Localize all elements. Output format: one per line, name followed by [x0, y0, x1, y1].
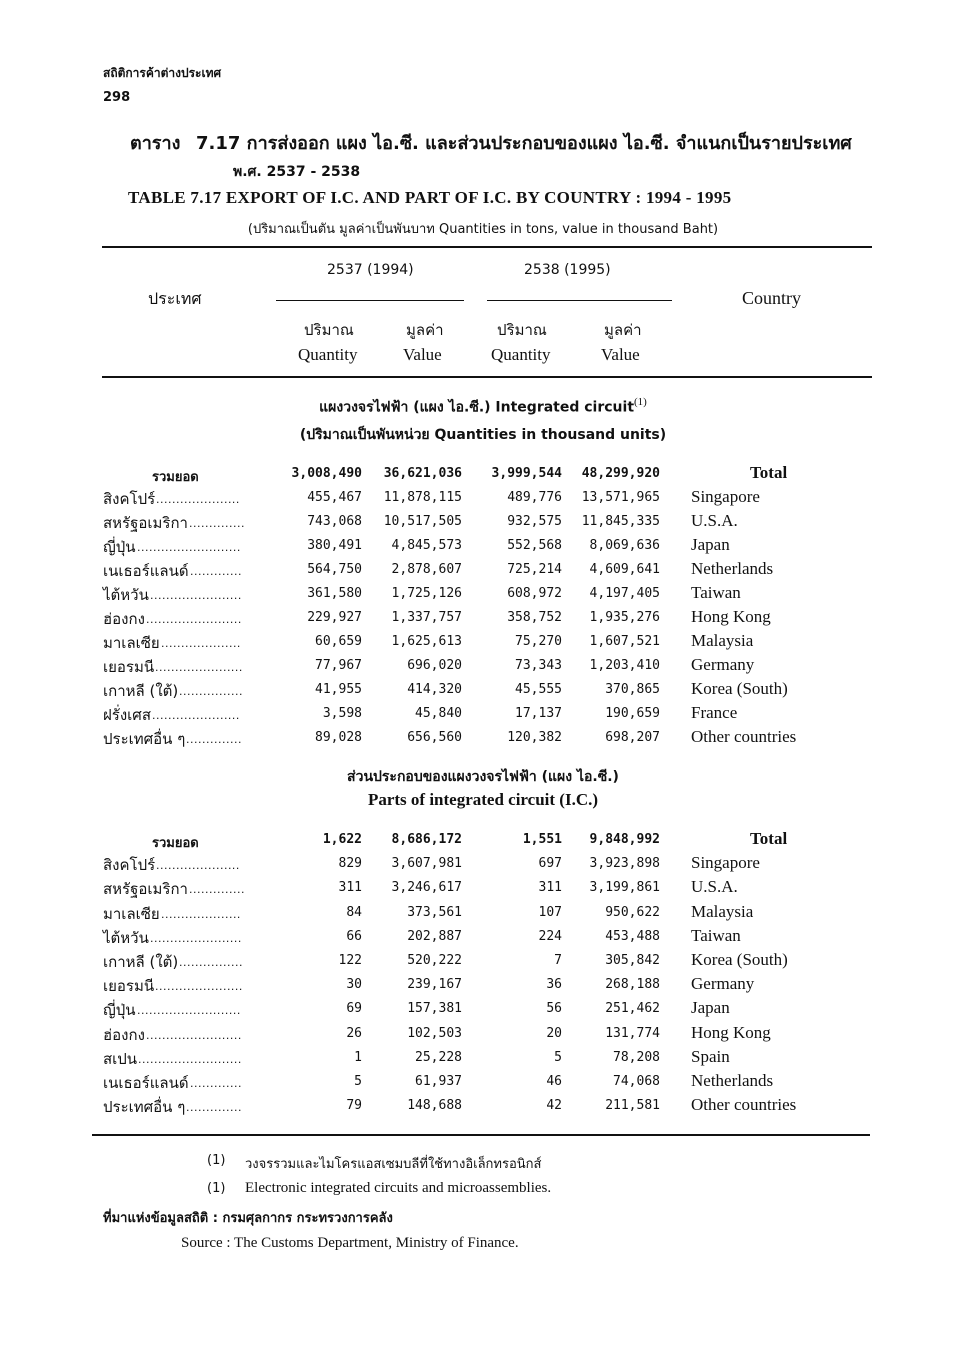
value-1995: 1,607,521 — [589, 634, 660, 649]
value-1994: 3,246,617 — [391, 880, 462, 896]
header-value-en-1994: Value — [403, 345, 442, 364]
table-row — [0, 607, 966, 631]
header-value-thai-1994: มูลค่า — [406, 321, 444, 339]
quantity-1994: 311 — [338, 880, 362, 896]
value-1994: 10,517,505 — [383, 514, 462, 529]
value-1994: 2,878,607 — [391, 562, 462, 577]
country-thai: ฮ่องกง — [103, 1025, 145, 1044]
leader-dots: ...................... — [152, 709, 240, 722]
value-1994: 4,845,573 — [391, 538, 462, 553]
country-thai: ไต้หวัน — [103, 928, 149, 947]
quantity-1995: 107 — [538, 904, 562, 920]
value-1995: 131,774 — [605, 1025, 660, 1041]
table-row — [0, 679, 966, 703]
quantity-1994: 1 — [354, 1049, 362, 1065]
table-row — [0, 926, 966, 950]
leader-dots: .......................... — [137, 541, 241, 554]
country-thai: สหรัฐอเมริกา — [103, 514, 188, 532]
quantity-1994: 79 — [346, 1098, 362, 1114]
quantity-1995: 36 — [546, 977, 562, 993]
value-1994: 45,840 — [415, 706, 462, 721]
table-row — [0, 950, 966, 974]
leader-dots: .............. — [186, 1101, 242, 1115]
leader-dots: ................ — [179, 956, 243, 969]
header-qty-en-1994: Quantity — [298, 345, 358, 364]
quantity-1994: 30 — [346, 977, 362, 993]
value-1995: 3,923,898 — [589, 856, 660, 872]
footnote-mark-thai: (1) — [207, 1153, 226, 1168]
quantity-1994: 455,467 — [307, 490, 362, 505]
section1-subtitle: (ปริมาณเป็นพันหน่วย Quantities in thousand units) — [299, 427, 667, 443]
header-country-thai: ประเทศ — [148, 289, 202, 308]
value-1995: 1,935,276 — [589, 610, 660, 625]
quantity-1994: 60,659 — [315, 634, 362, 649]
leader-dots: ..................... — [156, 859, 240, 873]
country-thai: มาเลเซีย — [103, 634, 160, 652]
quantity-1995: 311 — [538, 880, 562, 896]
quantity-1995: 7 — [554, 953, 562, 968]
table-row — [0, 1071, 966, 1095]
country-thai: ไต้หวัน — [103, 586, 149, 604]
header-qty-en-1995: Quantity — [491, 345, 551, 364]
country-en: Japan — [691, 998, 730, 1018]
quantity-1995: 20 — [546, 1025, 562, 1041]
rule-top — [102, 246, 872, 248]
country-en: Germany — [691, 655, 755, 674]
value-1995: 1,203,410 — [589, 658, 660, 673]
total-row — [0, 463, 966, 487]
table-row — [0, 853, 966, 877]
quantity-1994: 41,955 — [315, 682, 362, 697]
quantity-1994: 77,967 — [315, 658, 362, 673]
country-thai: มาเลเซีย — [103, 904, 160, 923]
header-year-1994: 2537 (1994) — [327, 262, 414, 278]
table-row — [0, 583, 966, 607]
country-thai: รวมยอด — [152, 836, 199, 851]
value-1995: 698,207 — [605, 730, 660, 745]
quantity-1995: 73,343 — [515, 658, 562, 673]
quantity-1994: 66 — [346, 928, 362, 944]
header-qty-thai-1994: ปริมาณ — [304, 321, 354, 339]
table-row — [0, 877, 966, 901]
quantity-1994: 3,008,490 — [291, 466, 362, 481]
quantity-1994: 829 — [338, 856, 362, 872]
table-row — [0, 703, 966, 727]
quantity-1994: 89,028 — [315, 730, 362, 745]
leader-dots: .................... — [161, 907, 241, 921]
quantity-1995: 697 — [538, 856, 562, 872]
leader-dots: .................... — [161, 637, 241, 650]
quantity-1995: 3,999,544 — [491, 466, 562, 481]
country-thai: เยอรมนี — [103, 658, 155, 676]
footnote-mark-en: (1) — [207, 1181, 226, 1196]
country-thai: เนเธอร์แลนด์ — [103, 562, 189, 580]
country-en: Taiwan — [691, 583, 741, 602]
table-row — [0, 511, 966, 535]
value-1994: 239,167 — [407, 977, 462, 993]
leader-dots: .......................... — [137, 1004, 241, 1018]
country-en: U.S.A. — [691, 877, 738, 897]
quantity-1994: 122 — [338, 953, 362, 968]
country-thai: สหรัฐอเมริกา — [103, 880, 188, 899]
country-thai: ประเทศอื่น ๆ — [103, 730, 186, 748]
table-row — [0, 998, 966, 1022]
value-1995: 4,197,405 — [589, 586, 660, 601]
quantity-1994: 26 — [346, 1025, 362, 1041]
table-row — [0, 487, 966, 511]
quantity-1995: 358,752 — [507, 610, 562, 625]
table-title-years-thai: พ.ศ. 2537 - 2538 — [233, 164, 361, 180]
table-row — [0, 1023, 966, 1047]
total-row — [0, 829, 966, 853]
value-1994: 11,878,115 — [383, 490, 462, 505]
value-1994: 25,228 — [415, 1049, 462, 1065]
country-thai: ญี่ปุ่น — [103, 1001, 136, 1020]
country-thai: ฝรั่งเศส — [103, 706, 151, 724]
header-value-en-1995: Value — [601, 345, 640, 364]
quantity-1994: 361,580 — [307, 586, 362, 601]
leader-dots: ..................... — [156, 493, 240, 506]
leader-dots: ........................ — [146, 1028, 242, 1042]
value-1995: 13,571,965 — [581, 490, 660, 505]
country-en: Taiwan — [691, 925, 741, 945]
quantity-1994: 229,927 — [307, 610, 362, 625]
header-value-thai-1995: มูลค่า — [604, 321, 642, 339]
source-thai: ที่มาแห่งข้อมูลสถิติ : กรมศุลกากร กระทรวงการคลัง — [103, 1211, 393, 1226]
country-en: Singapore — [691, 487, 760, 506]
rule-bottom — [92, 1134, 870, 1136]
table-row — [0, 902, 966, 926]
quantity-1994: 69 — [346, 1001, 362, 1017]
value-1995: 305,842 — [605, 953, 660, 968]
quantity-1995: 42 — [546, 1098, 562, 1114]
leader-dots: ...................... — [155, 980, 243, 994]
leader-dots: ....................... — [150, 589, 242, 602]
quantity-1995: 46 — [546, 1074, 562, 1089]
footnote-thai: วงจรรวมและไมโครแอสเซมบลีที่ใช้ทางอิเล็กทรอนิกส์ — [245, 1157, 542, 1172]
table-row — [0, 727, 966, 751]
leader-dots: ............. — [190, 565, 242, 578]
quantity-1995: 224 — [538, 928, 562, 944]
country-en: Hong Kong — [691, 1022, 771, 1042]
leader-dots: ....................... — [150, 931, 242, 945]
value-1995: 74,068 — [613, 1074, 660, 1089]
country-thai: เกาหลี (ใต้) — [103, 682, 179, 700]
country-en: U.S.A. — [691, 511, 738, 530]
value-1995: 78,208 — [613, 1049, 660, 1065]
country-en: Netherlands — [691, 1071, 774, 1090]
country-en: Singapore — [691, 853, 760, 873]
header-qty-thai-1995: ปริมาณ — [497, 321, 547, 339]
table-row — [0, 535, 966, 559]
value-1995: 48,299,920 — [581, 466, 660, 481]
quantity-1995: 725,214 — [507, 562, 562, 577]
value-1994: 8,686,172 — [391, 832, 462, 847]
quantity-1994: 3,598 — [322, 706, 362, 721]
value-1994: 656,560 — [407, 730, 462, 745]
header-country-en: Country — [742, 288, 802, 308]
value-1994: 61,937 — [415, 1074, 462, 1089]
leader-dots: ........................ — [146, 613, 242, 626]
leader-dots: ................ — [179, 685, 243, 698]
value-1995: 190,659 — [605, 706, 660, 721]
rule-header-bottom — [102, 376, 872, 378]
quantity-1995: 489,776 — [507, 490, 562, 505]
country-thai: เนเธอร์แลนด์ — [103, 1074, 189, 1092]
value-1994: 148,688 — [407, 1098, 462, 1114]
country-en: Other countries — [691, 1095, 797, 1115]
country-en: Spain — [691, 1046, 730, 1066]
table-row — [0, 974, 966, 998]
value-1994: 696,020 — [407, 658, 462, 673]
quantity-1995: 56 — [546, 1001, 562, 1017]
rule-year-1995 — [487, 300, 672, 301]
value-1995: 453,488 — [605, 928, 660, 944]
leader-dots: .......................... — [138, 1052, 242, 1066]
country-thai: เกาหลี (ใต้) — [103, 953, 179, 971]
value-1994: 520,222 — [407, 953, 462, 968]
quantity-1995: 932,575 — [507, 514, 562, 529]
leader-dots: .............. — [189, 517, 245, 530]
table-row — [0, 559, 966, 583]
quantity-1995: 45,555 — [515, 682, 562, 697]
quantity-1994: 1,622 — [322, 832, 362, 847]
value-1994: 414,320 — [407, 682, 462, 697]
quantity-1994: 5 — [354, 1074, 362, 1089]
value-1994: 1,337,757 — [391, 610, 462, 625]
country-en: Malaysia — [691, 901, 754, 921]
running-title: สถิติการค้าต่างประเทศ — [103, 66, 222, 80]
quantity-1995: 1,551 — [522, 832, 562, 847]
country-en: Netherlands — [691, 559, 774, 578]
country-en: Germany — [691, 974, 755, 994]
footnote-en: Electronic integrated circuits and microassemblies. — [245, 1180, 552, 1196]
source-en: Source : The Customs Department, Ministry of Finance. — [181, 1235, 519, 1251]
country-en: France — [691, 703, 738, 722]
country-en: Total — [750, 463, 788, 482]
leader-dots: .............. — [186, 733, 242, 746]
country-en: Korea (South) — [691, 950, 788, 969]
country-thai: ญี่ปุ่น — [103, 538, 136, 556]
quantity-1995: 552,568 — [507, 538, 562, 553]
value-1995: 950,622 — [605, 904, 660, 920]
value-1994: 3,607,981 — [391, 856, 462, 872]
table-row — [0, 631, 966, 655]
country-en: Malaysia — [691, 631, 754, 650]
country-thai: เยอรมนี — [103, 977, 155, 996]
quantity-1995: 17,137 — [515, 706, 562, 721]
value-1995: 268,188 — [605, 977, 660, 993]
leader-dots: ...................... — [155, 661, 243, 674]
footnote-mark-1: (1) — [634, 396, 647, 408]
quantity-1994: 564,750 — [307, 562, 362, 577]
table-row — [0, 1047, 966, 1071]
quantity-1995: 120,382 — [507, 730, 562, 745]
value-1995: 370,865 — [605, 682, 660, 697]
value-1995: 251,462 — [605, 1001, 660, 1017]
country-thai: สเปน — [103, 1049, 138, 1068]
country-en: Total — [750, 829, 788, 848]
country-thai: ฮ่องกง — [103, 610, 145, 628]
value-1995: 11,845,335 — [581, 514, 660, 529]
leader-dots: ............. — [190, 1077, 242, 1090]
table-label-thai: ตาราง — [130, 133, 181, 154]
section1-title: แผงวงจรไฟฟ้า (แผง ไอ.ซี.) Integrated circuit$^{(1)}$ — [319, 396, 647, 416]
value-1994: 157,381 — [407, 1001, 462, 1017]
page-number: 298 — [103, 90, 131, 105]
table-title-english: TABLE 7.17 EXPORT OF I.C. AND PART OF I.C. BY COUNTRY : 1994 - 1995 — [128, 188, 732, 207]
country-thai: สิงคโปร์ — [103, 490, 156, 508]
quantity-1995: 608,972 — [507, 586, 562, 601]
country-thai: สิงคโปร์ — [103, 856, 156, 875]
value-1994: 1,625,613 — [391, 634, 462, 649]
value-1995: 3,199,861 — [589, 880, 660, 896]
quantity-1995: 75,270 — [515, 634, 562, 649]
value-1994: 36,621,036 — [383, 466, 462, 481]
leader-dots: .............. — [189, 883, 245, 897]
country-en: Other countries — [691, 727, 797, 746]
table-row — [0, 1095, 966, 1119]
value-1994: 1,725,126 — [391, 586, 462, 601]
country-thai: ประเทศอื่น ๆ — [103, 1098, 186, 1117]
section2-title-thai: ส่วนประกอบของแผงวงจรไฟฟ้า (แผง ไอ.ซี.) — [347, 769, 619, 785]
table-title-thai: 7.17 การส่งออก แผง ไอ.ซี. และส่วนประกอบของแผง ไอ.ซี. จำแนกเป็นรายประเทศ — [196, 133, 852, 154]
table-row — [0, 655, 966, 679]
value-1995: 8,069,636 — [589, 538, 660, 553]
value-1995: 4,609,641 — [589, 562, 660, 577]
value-1994: 373,561 — [407, 904, 462, 920]
quantity-1994: 380,491 — [307, 538, 362, 553]
value-1994: 202,887 — [407, 928, 462, 944]
quantity-1995: 5 — [554, 1049, 562, 1065]
value-1995: 9,848,992 — [589, 832, 660, 847]
section2-title-en: Parts of integrated circuit (I.C.) — [367, 790, 599, 809]
header-year-1995: 2538 (1995) — [524, 262, 611, 278]
units-note: (ปริมาณเป็นตัน มูลค่าเป็นพันบาท Quantities in tons, value in thousand Baht) — [247, 222, 719, 237]
country-en: Hong Kong — [691, 607, 771, 626]
quantity-1994: 743,068 — [307, 514, 362, 529]
country-thai: รวมยอด — [152, 470, 199, 485]
quantity-1994: 84 — [346, 904, 362, 920]
value-1994: 102,503 — [407, 1025, 462, 1041]
country-en: Korea (South) — [691, 679, 788, 698]
value-1995: 211,581 — [605, 1098, 660, 1114]
rule-year-1994 — [276, 300, 464, 301]
country-en: Japan — [691, 535, 730, 554]
